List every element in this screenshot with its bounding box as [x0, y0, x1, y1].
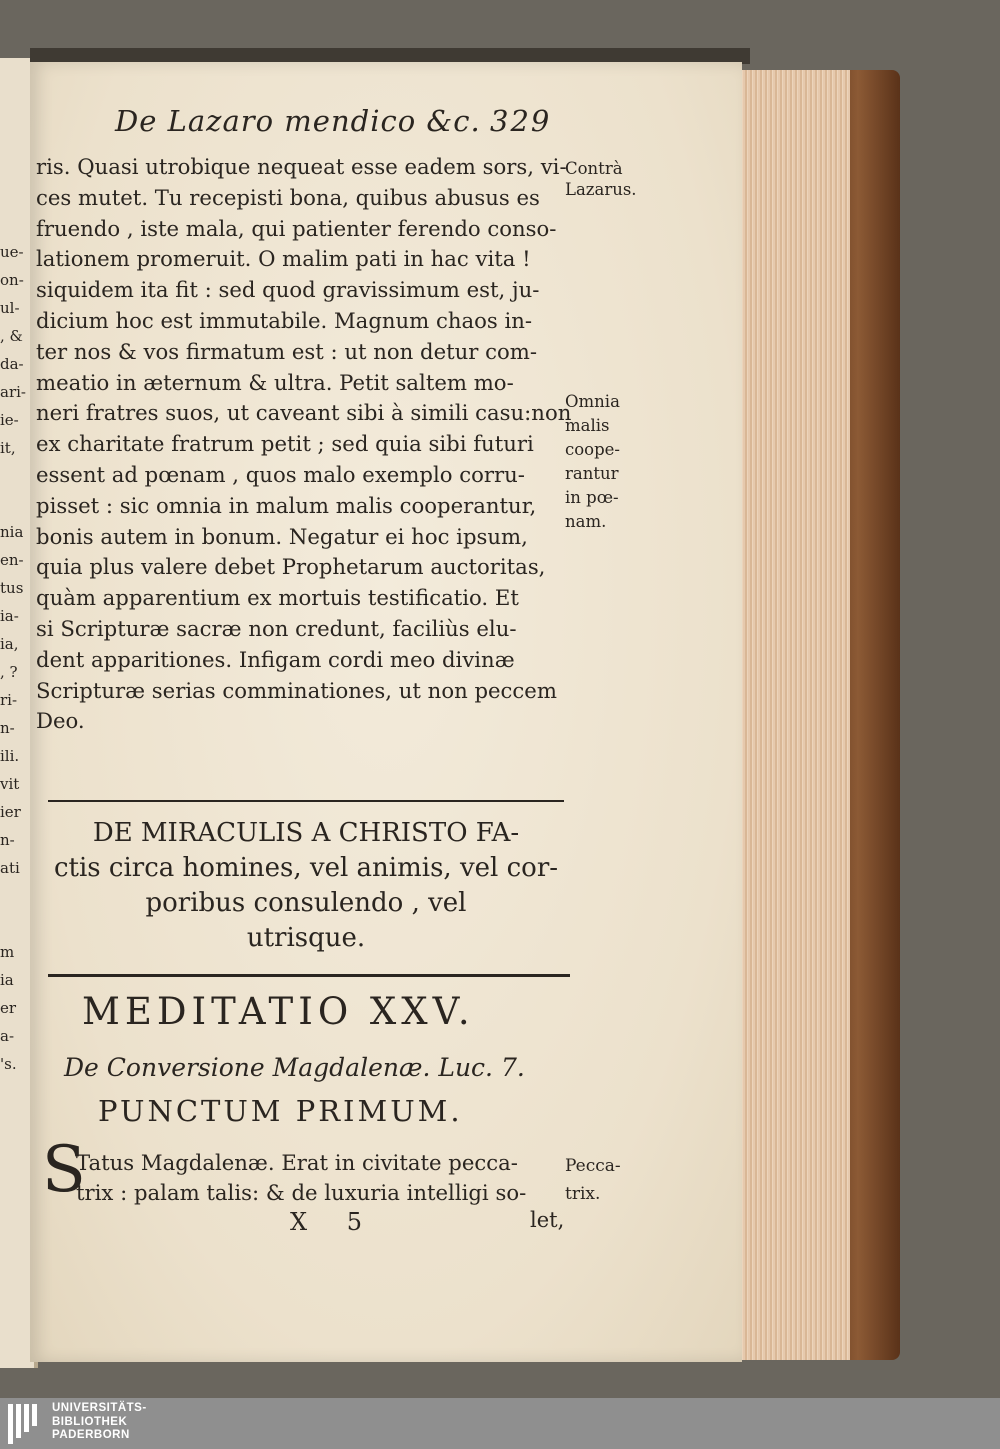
library-logo-icon [8, 1404, 46, 1444]
left-page-fragment-line [0, 882, 32, 910]
left-page-fragment-line: ia [0, 971, 14, 989]
section-title-line: DE MIRACULIS A CHRISTO FA- [92, 818, 520, 848]
left-page-fragment-line: , ? [0, 663, 18, 681]
left-page-fragment-line: nia [0, 523, 24, 541]
status-text [76, 1148, 566, 1208]
status-line: trix : palam talis: & de luxuria intelligi so- [76, 1180, 527, 1205]
left-page-fragment-line: on- [0, 271, 24, 289]
logo-line: BIBLIOTHEK [52, 1415, 128, 1428]
left-page-fragment-line: a- [0, 1027, 15, 1045]
drop-cap: S [42, 1133, 86, 1207]
body-line: essent ad pœnam , quos malo exemplo corru- [36, 461, 525, 487]
margin-note-line: Lazarus. [565, 180, 637, 199]
margin-note-contra [565, 158, 637, 200]
left-page-fragment-line: er [0, 999, 17, 1017]
body-line: quàm apparentium ex mortuis testificatio. Et [36, 585, 519, 611]
library-logo-text [52, 1402, 147, 1443]
left-page-fragment-line: ia- [0, 607, 19, 625]
left-page-fragment-line [0, 462, 32, 490]
page-edges [738, 70, 850, 1360]
section-rule-bottom [48, 974, 570, 977]
left-page-text [0, 238, 32, 1078]
punctum-heading: PUNCTUM PRIMUM. [98, 1094, 463, 1128]
library-footer [0, 1398, 1000, 1449]
body-line: bonis autem in bonum. Negatur ei hoc ipsum, [36, 523, 528, 549]
status-line: Tatus Magdalenæ. Erat in civitate pecca- [76, 1150, 518, 1175]
logo-line: UNIVERSITÄTS- [52, 1402, 147, 1414]
left-page-fragment-line: ari- [0, 383, 26, 401]
section-title [48, 816, 564, 956]
left-page-fragment-line: da- [0, 355, 24, 373]
body-line: si Scripturæ sacræ non credunt, faciliùs elu- [36, 615, 517, 641]
signature-mark: X 5 [290, 1208, 378, 1236]
page-number: 329 [490, 104, 552, 138]
margin-note-line: rantur [565, 464, 619, 483]
body-line: neri fratres suos, ut caveant sibi à simili casu:non [36, 400, 572, 426]
body-line: meatio in æternum & ultra. Petit saltem mo- [36, 369, 514, 395]
body-text [36, 152, 572, 737]
body-line: quia plus valere debet Prophetarum auctoritas, [36, 554, 546, 580]
margin-note-line: Omnia [565, 392, 620, 411]
body-line: dicium hoc est immutabile. Magnum chaos in- [36, 307, 533, 333]
body-line: Deo. [36, 708, 85, 734]
margin-note-line: Pecca- [565, 1156, 621, 1176]
margin-note-line: nam. [565, 512, 607, 531]
logo-line: PADERBORN [52, 1429, 130, 1441]
body-line: ces mutet. Tu recepisti bona, quibus abusus es [36, 184, 540, 210]
left-page-fragment-line: m [0, 943, 15, 961]
left-page-fragment-line: ili. [0, 747, 20, 765]
margin-note-line: Contrà [565, 159, 623, 178]
body-line: Scripturæ serias comminationes, ut non peccem [36, 677, 557, 703]
body-line: siquidem ita fit : sed quod gravissimum est, ju- [36, 277, 540, 303]
left-page-fragment-line: ue- [0, 243, 24, 261]
left-page-fragment-line: ul- [0, 299, 20, 317]
body-line: dent apparitiones. Infigam cordi meo divinæ [36, 646, 515, 672]
left-page-fragment-line: ie- [0, 411, 19, 429]
body-line: lationem promeruit. O malim pati in hac vita ! [36, 246, 531, 272]
body-line: pisset : sic omnia in malum malis cooperantur, [36, 492, 537, 518]
section-title-line: ctis circa homines, vel animis, vel cor- [53, 853, 559, 883]
left-page-fragment-line: it, [0, 439, 16, 457]
left-page-fragment-line: ati [0, 859, 20, 877]
margin-note-line: malis [565, 416, 610, 435]
body-line: ex charitate fratrum petit ; sed quia sibi futuri [36, 431, 534, 457]
margin-note-omnia [565, 390, 620, 534]
margin-note-peccatrix [565, 1152, 621, 1208]
left-page-fragment-line: ier [0, 803, 21, 821]
left-page-fragment-line [0, 910, 32, 938]
left-page-fragment-line: vit [0, 775, 20, 793]
left-page-fragment-line: 's. [0, 1055, 17, 1073]
left-page-fragment-line: tus [0, 579, 24, 597]
section-title-line: poribus consulendo , vel [145, 888, 467, 918]
left-page-fragment-line: n- [0, 831, 15, 849]
catchword: let, [530, 1208, 565, 1232]
meditatio-heading: MEDITATIO XXV. [82, 990, 475, 1033]
left-page-fragment-line: n- [0, 719, 15, 737]
section-title-line: utrisque. [246, 923, 366, 953]
left-page-fragment-line [0, 490, 32, 518]
left-page-fragment-line: en- [0, 551, 24, 569]
conversione-subheading: De Conversione Magdalenæ. Luc. 7. [64, 1053, 525, 1082]
margin-note-line: in pœ- [565, 488, 619, 507]
section-rule-top [48, 800, 564, 802]
left-page-fragment-line: , & [0, 327, 23, 345]
left-page-fragment-line: ia, [0, 635, 19, 653]
body-line: ter nos & vos firmatum est : ut non detur com- [36, 338, 538, 364]
left-page-fragment-line: ri- [0, 691, 18, 709]
running-header: De Lazaro mendico &c. [115, 104, 481, 138]
margin-note-line: coope- [565, 440, 621, 459]
body-line: fruendo , iste mala, qui patienter ferendo conso- [36, 215, 557, 241]
body-line: ris. Quasi utrobique nequeat esse eadem sors, vi- [36, 154, 567, 179]
margin-note-line: trix. [565, 1184, 601, 1204]
